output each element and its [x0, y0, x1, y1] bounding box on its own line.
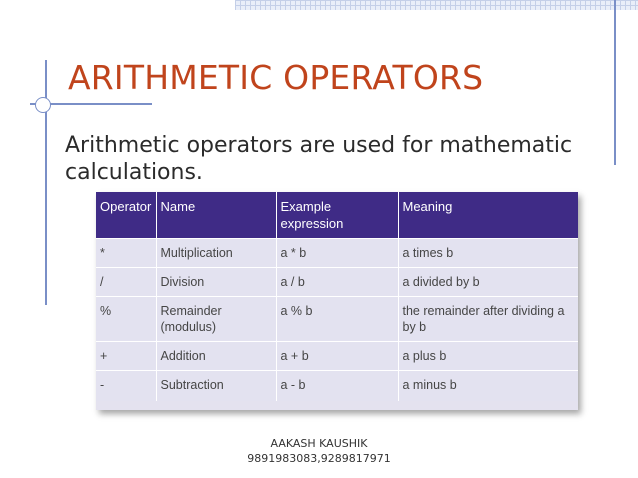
table-row: [96, 342, 578, 371]
table-cell-operator: *: [96, 239, 156, 268]
table-cell-example: a * b: [276, 239, 398, 268]
table-cell-name: Subtraction: [156, 371, 276, 401]
table-cell-operator: %: [96, 297, 156, 342]
table-cell-example: a % b: [276, 297, 398, 342]
table-header-meaning: Meaning: [398, 192, 578, 239]
table-cell-name: Multiplication: [156, 239, 276, 268]
table-row: [96, 268, 578, 297]
table-header-example: Example expression: [276, 192, 398, 239]
table-cell-meaning: a plus b: [398, 342, 578, 371]
slide-title: ARITHMETIC OPERATORS: [68, 58, 484, 97]
table-cell-name: Addition: [156, 342, 276, 371]
table-cell-operator: /: [96, 268, 156, 297]
footer-phone: 9891983083,9289817971: [247, 452, 391, 465]
table-row: [96, 239, 578, 268]
table-cell-meaning: a divided by b: [398, 268, 578, 297]
table-cell-example: a + b: [276, 342, 398, 371]
table-header-name: Name: [156, 192, 276, 239]
footer-author: AAKASH KAUSHIK: [270, 437, 368, 450]
decorative-grid-band: [235, 0, 638, 10]
table-cell-operator: -: [96, 371, 156, 401]
table-cell-example: a / b: [276, 268, 398, 297]
table-header-operator: Operator: [96, 192, 156, 239]
table-cell-name: Remainder (modulus): [156, 297, 276, 342]
operators-table-container: [96, 192, 578, 410]
table-cell-meaning: a minus b: [398, 371, 578, 401]
decorative-circle-icon: [35, 97, 51, 113]
table-cell-example: a - b: [276, 371, 398, 401]
table-row: [96, 297, 578, 342]
table-cell-meaning: the remainder after dividing a by b: [398, 297, 578, 342]
slide-body-text: Arithmetic operators are used for mathematic calculations.: [65, 133, 573, 185]
table-row: [96, 371, 578, 401]
table-cell-name: Division: [156, 268, 276, 297]
table-cell-operator: +: [96, 342, 156, 371]
operators-table: [96, 192, 578, 401]
decorative-vertical-line: [614, 0, 616, 165]
table-header-row: [96, 192, 578, 239]
table-cell-meaning: a times b: [398, 239, 578, 268]
